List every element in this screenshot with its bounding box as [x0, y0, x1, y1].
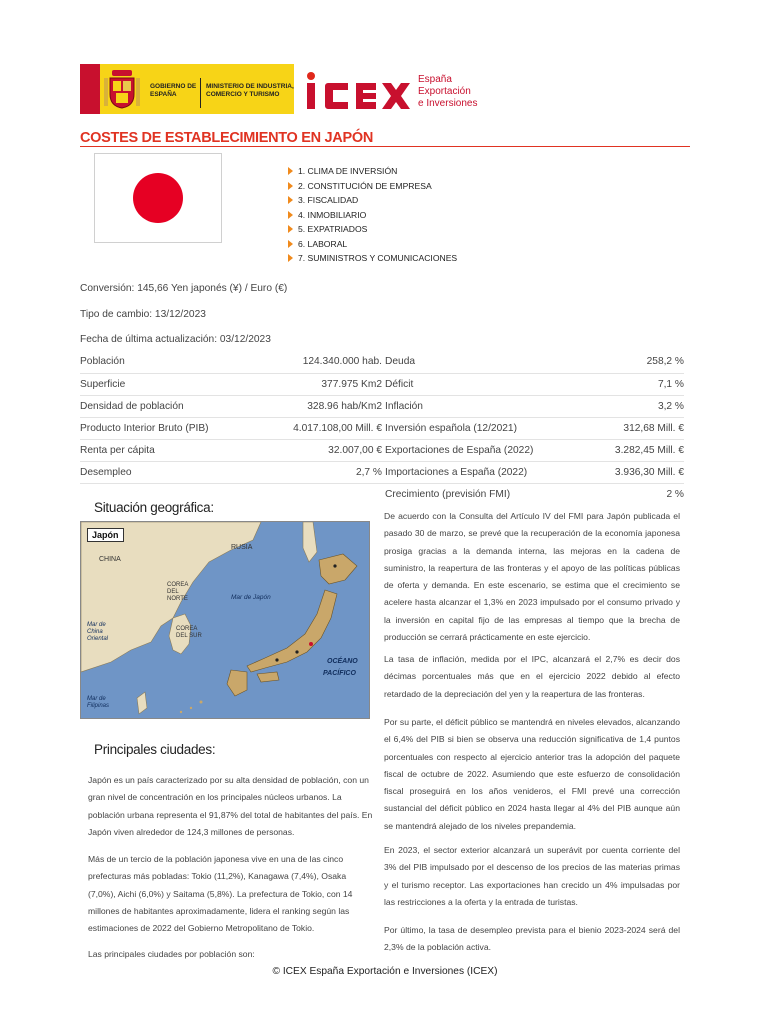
table-row	[80, 373, 382, 395]
icex-logo	[304, 70, 412, 110]
icex-tagline-line: Exportación	[418, 86, 471, 97]
menu-item-label: 6. LABORAL	[298, 238, 348, 249]
indicator-value: 312,68 Mill. €	[582, 417, 684, 439]
menu-item-expatriados[interactable]	[288, 222, 457, 237]
indicator-value: 2,7 %	[270, 461, 382, 483]
menu-item-suministros[interactable]	[288, 251, 457, 266]
indicator-label: Densidad de población	[80, 395, 270, 417]
indicator-label: Importaciones a España (2022)	[382, 461, 582, 483]
indicator-value: 377.975 Km2	[270, 373, 382, 395]
ministry-label: MINISTERIO DE INDUSTRIA, COMERCIO Y TURISMO	[206, 83, 294, 98]
table-row	[382, 439, 684, 461]
arrow-right-icon	[288, 182, 293, 190]
menu-item-laboral[interactable]	[288, 237, 457, 252]
menu-item-label: 4. INMOBILIARIO	[298, 209, 367, 220]
japan-map	[80, 521, 370, 719]
indicator-value: 258,2 %	[582, 351, 684, 373]
map-label-philippine-sea: Mar de Filipinas	[87, 696, 110, 709]
indicator-value: 32.007,00 €	[270, 439, 382, 461]
indicator-label: Desempleo	[80, 461, 270, 483]
arrow-right-icon	[288, 196, 293, 204]
economy-paragraph: En 2023, el sector exterior alcanzará un superávit por cuenta corriente del 3% del PIB impulsado por el descenso de los precios de las materias primas y el turismo receptor. Las exportaciones han crecido un 4% impulsadas por las restricciones a la oferta y la entrada de turistas.	[384, 845, 680, 907]
table-row	[80, 417, 382, 439]
table-row	[382, 483, 684, 505]
map-label-south-korea: COREA DEL SUR	[176, 626, 202, 639]
indicator-label: Deuda	[382, 351, 582, 373]
menu-item-label: 7. SUMINISTROS Y COMUNICACIONES	[298, 253, 458, 263]
economy-paragraph: Por último, la tasa de desempleo prevista para el bienio 2023-2024 será del 2,3% de la población activa.	[384, 925, 680, 953]
conversion-rate: Conversión: 145,66 Yen japonés (¥) / Euro (€)	[80, 283, 288, 294]
menu-item-label: 2. CONSTITUCIÓN DE EMPRESA	[298, 180, 432, 191]
map-label-china: CHINA	[99, 556, 121, 563]
government-logo-stripe	[80, 64, 100, 114]
economy-paragraph: La tasa de inflación, medida por el IPC, alcanzará el 2,7% es decir dos décimas porcentuales más que en el ejercicio 2022 debido al efecto retardado de la depreciación del yen y la reapertura de las fronteras.	[384, 654, 680, 699]
indicator-value: 3.282,45 Mill. €	[582, 439, 684, 461]
map-label-ocean: OCÉANO	[327, 658, 358, 665]
icex-tagline-line: España	[418, 74, 452, 85]
table-row	[382, 351, 684, 373]
indicator-label: Exportaciones de España (2022)	[382, 439, 582, 461]
economy-paragraph: Por su parte, el déficit público se mantendrá en niveles elevados, alcanzando el 6,4% del PIB si bien se observa una reducción significativa de 1,4 puntos porcentuales con respecto al ejercicio anterior tras la adopción del paquete fiscal de octubre de 2022. Asumiendo que este esfuerzo de consolidación fiscal proseguirá en los años venideros, el FMI prevé una corrección sustancial del déficit público en 2024 hasta llegar al 4% del PIB aunque aún se mantendrá alejado de los niveles prepandemia.	[384, 717, 680, 831]
indicator-label: Renta per cápita	[80, 439, 270, 461]
arrow-right-icon	[288, 211, 293, 219]
cities-paragraph: Las principales ciudades por población son:	[88, 949, 255, 959]
flag-red-disc	[133, 173, 183, 223]
indicator-label: Población	[80, 351, 270, 373]
table-row	[382, 461, 684, 483]
japan-flag	[94, 153, 222, 243]
exchange-date: Tipo de cambio: 13/12/2023	[80, 309, 206, 320]
arrow-right-icon	[288, 167, 293, 175]
economy-paragraph: De acuerdo con la Consulta del Artículo IV del FMI para Japón publicada el pasado 30 de marzo, se prevé que la recuperación de la economía japonesa prosiga gracias a la demanda interna, las mejoras en la cadena de suministro, la reapertura de las fronteras y el apoyo de las políticas públicas de oferta y demanda. En este escenario, se estima que el crecimiento se acelere hasta alcanzar el 1,3% en 2023 impulsado por el consumo privado y la inversión en capital fijo de las empresas al tiempo que la brecha de producción se cerrará prácticamente en este ejercicio.	[384, 511, 680, 643]
last-update: Fecha de última actualización: 03/12/2023	[80, 334, 271, 345]
indicators-table-right	[382, 351, 684, 505]
menu-item-label: 5. EXPATRIADOS	[298, 224, 368, 234]
indicator-value: 2 %	[666, 488, 684, 500]
menu-item-clima[interactable]	[288, 164, 457, 179]
map-title: Japón	[87, 528, 124, 542]
table-row	[382, 395, 684, 417]
map-label-russia: RUSIA	[231, 544, 253, 551]
table-row	[80, 395, 382, 417]
menu-item-constitucion[interactable]	[288, 179, 457, 194]
indicator-value: 7,1 %	[582, 373, 684, 395]
arrow-right-icon	[288, 240, 293, 248]
indicator-value: 3.936,30 Mill. €	[582, 461, 684, 483]
cities-heading: Principales ciudades:	[94, 742, 216, 757]
menu-item-label: 3. FISCALIDAD	[298, 195, 359, 205]
map-label-pacific: PACÍFICO	[323, 670, 356, 677]
government-label: GOBIERNO DE ESPAÑA	[150, 83, 197, 98]
map-label-sea-of-japan: Mar de Japón	[231, 594, 271, 601]
map-label-east-china-sea: Mar de China Oriental	[87, 622, 109, 642]
icex-tagline	[418, 74, 477, 110]
coat-of-arms-icon	[102, 68, 142, 110]
table-row	[80, 461, 382, 483]
title-divider	[80, 146, 690, 147]
arrow-right-icon	[288, 254, 293, 262]
table-row	[382, 417, 684, 439]
table-row	[80, 351, 382, 373]
indicator-label: Crecimiento (previsión FMI)	[385, 488, 511, 500]
map-graphic	[81, 522, 370, 719]
indicator-value: 4.017.108,00 Mill. €	[270, 417, 382, 439]
indicators-table-left	[80, 351, 382, 484]
menu-item-fiscalidad[interactable]	[288, 193, 457, 208]
page-title: COSTES DE ESTABLECIMIENTO EN JAPÓN	[80, 130, 373, 146]
indicator-value: 124.340.000 hab.	[270, 351, 382, 373]
arrow-right-icon	[288, 225, 293, 233]
indicator-label: Déficit	[382, 373, 582, 395]
indicator-label: Inversión española (12/2021)	[382, 417, 582, 439]
map-label-north-korea: COREA DEL NORTE	[167, 582, 189, 602]
indicator-label: Inflación	[382, 395, 582, 417]
table-row	[80, 439, 382, 461]
table-row	[382, 373, 684, 395]
menu-item-inmobiliario[interactable]	[288, 208, 457, 223]
cities-paragraph: Más de un tercio de la población japonesa vive en una de las cinco prefecturas más pobladas: Tokio (11,2%), Kanagawa (7,4%), Osaka (7,0%), Aichi (6,0%) y Saitama (5,8%). La prefectura de Tokio, con 14 millones de habitantes aproximadamente, lidera el ranking según las estimaciones de 2022 del Gobierno Metropolitano de Tokio.	[88, 854, 353, 934]
icex-tagline-line: e Inversiones	[418, 98, 478, 109]
section-menu	[288, 164, 457, 266]
logo-divider	[200, 78, 201, 108]
indicator-value: 328.96 hab/Km2	[270, 395, 382, 417]
indicator-label: Superficie	[80, 373, 270, 395]
indicator-label: Producto Interior Bruto (PIB)	[80, 417, 270, 439]
geography-heading: Situación geográfica:	[94, 500, 214, 515]
menu-item-label: 1. CLIMA DE INVERSIÓN	[298, 166, 398, 176]
page-footer: © ICEX España Exportación e Inversiones (ICEX)	[272, 966, 498, 977]
cities-paragraph: Japón es un país caracterizado por su alta densidad de población, con un gran nivel de concentración en los principales núcleos urbanos. La población urbana representa el 91,87% del total de habitantes del país. En Japón viven alrededor de 124,3 millones de personas.	[88, 775, 373, 837]
indicator-value: 3,2 %	[582, 395, 684, 417]
